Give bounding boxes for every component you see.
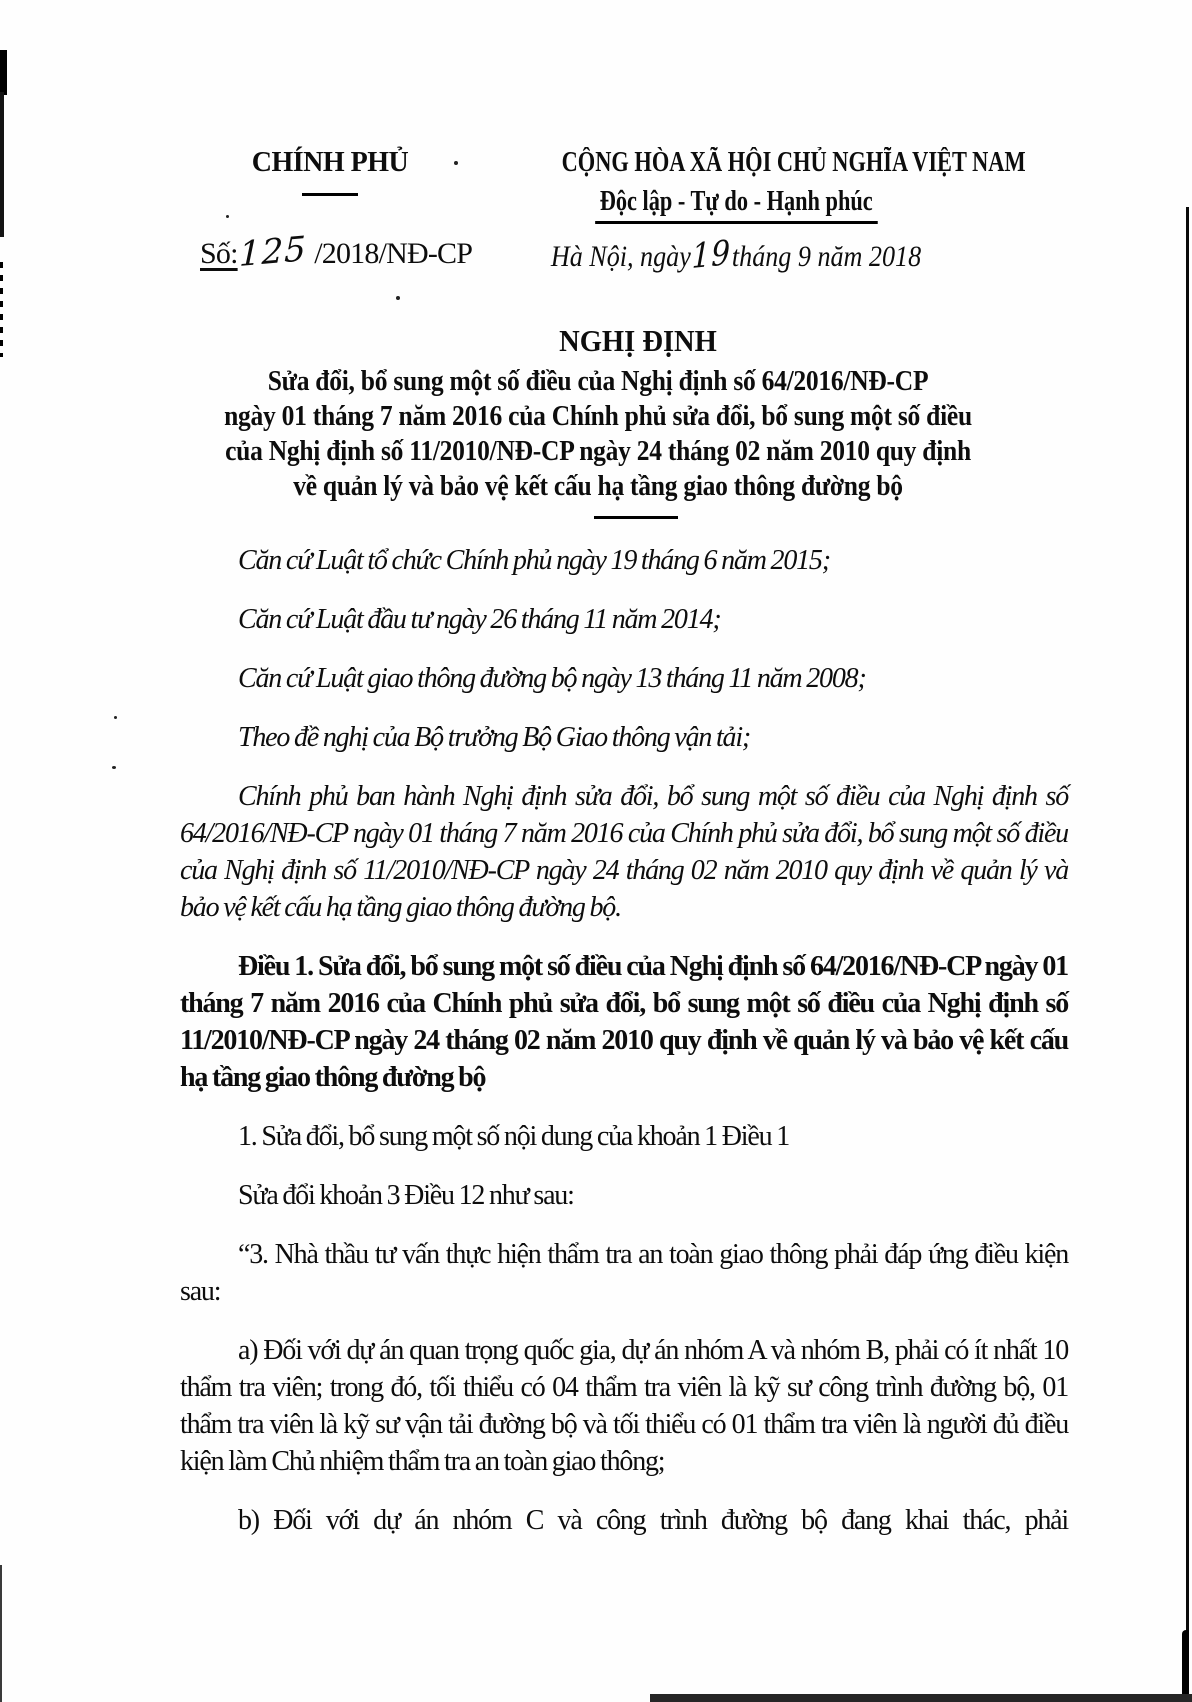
place-date-post: tháng 9 năm 2018: [731, 240, 922, 273]
scan-artifact-bottom-strip: [650, 1694, 1192, 1702]
place-and-date: [546, 232, 925, 278]
clause-paragraph: “3. Nhà thầu tư vấn thực hiện thẩm tra an toàn giao thông phải đáp ứng điều kiện sau:: [180, 1239, 1068, 1307]
national-motto: Độc lập - Tự do - Hạnh phúc: [595, 185, 877, 224]
title-line: ngày 01 tháng 7 năm 2016 của Chính phủ sửa đổi, bổ sung một số điều: [224, 400, 972, 432]
preamble-paragraph: Chính phủ ban hành Nghị định sửa đổi, bổ sung một số điều của Nghị định số 64/2016/NĐ-CP ngày 01 tháng 7 năm 2016 của Chính phủ sửa đổi, bổ sung một số điều của Nghị định số 11/2010/NĐ-CP ngày 24 tháng 02 năm 2010 quy định về quản lý và bảo vệ kết cấu hạ tầng giao thông đường bộ.: [180, 781, 1068, 923]
document-body: [180, 542, 1068, 1561]
document-number-label: Số:: [200, 237, 238, 270]
scan-artifact-right-line: [1182, 1630, 1189, 1702]
scan-speck: [114, 716, 117, 719]
scan-artifact-left-dashes: [0, 262, 3, 357]
header-issuer-block: [200, 146, 473, 276]
title-line: Sửa đổi, bổ sung một số điều của Nghị định số 64/2016/NĐ-CP: [267, 365, 929, 397]
clause-paragraph: Sửa đổi khoản 3 Điều 12 như sau:: [238, 1180, 574, 1211]
header-national-block: [518, 146, 1026, 278]
document-type: NGHỊ ĐỊNH: [559, 323, 717, 358]
preamble-paragraph: Căn cứ Luật đầu tư ngày 26 tháng 11 năm 2014;: [238, 604, 721, 635]
title-rule: [594, 516, 678, 519]
scan-artifact-left-bar: [0, 92, 4, 237]
preamble-paragraph: Căn cứ Luật giao thông đường bộ ngày 13 tháng 11 năm 2008;: [238, 663, 866, 694]
clause-paragraph: 1. Sửa đổi, bổ sung một số nội dung của khoản 1 Điều 1: [238, 1121, 789, 1152]
issuer-name: CHÍNH PHỦ: [251, 147, 409, 178]
document-number-rest: /2018/NĐ-CP: [314, 237, 473, 270]
issuer-rule: [302, 193, 358, 196]
scan-artifact-left-line: [0, 1565, 2, 1702]
article-heading: Điều 1. Sửa đổi, bổ sung một số điều của Nghị định số 64/2016/NĐ-CP ngày 01 tháng 7 năm 2016 của Chính phủ sửa đổi, bổ sung một số điều của Nghị định số 11/2010/NĐ-CP ngày 24 tháng 02 năm 2010 quy định về quản lý và bảo vệ kết cấu hạ tầng giao thông đường bộ: [180, 951, 1068, 1093]
scan-artifact-right-line: [1186, 207, 1189, 1702]
preamble-paragraph: Căn cứ Luật tổ chức Chính phủ ngày 19 tháng 6 năm 2015;: [238, 545, 830, 576]
title-line: về quản lý và bảo vệ kết cấu hạ tầng giao thông đường bộ: [293, 470, 903, 502]
place-date-pre: Hà Nội, ngày: [550, 240, 691, 273]
clause-paragraph: a) Đối với dự án quan trọng quốc gia, dự án nhóm A và nhóm B, phải có ít nhất 10 thẩm tra viên; trong đó, tối thiểu có 04 thẩm tra viên là kỹ sư công trình đường bộ, 01 thẩm tra viên là kỹ sư vận tải đường bộ và tối thiểu có 01 thẩm tra viên là người đủ điều kiện làm Chủ nhiệm thẩm tra an toàn giao thông;: [180, 1335, 1068, 1477]
scan-artifact-left-bar: [0, 50, 7, 95]
date-handwritten: 19: [691, 232, 732, 278]
document-number-handwritten: 125: [238, 228, 307, 276]
document-title: [184, 364, 1011, 504]
national-title: CỘNG HÒA XÃ HỘI CHỦ NGHĨA VIỆT NAM: [561, 147, 1026, 178]
title-block: [128, 322, 1068, 519]
title-line: của Nghị định số 11/2010/NĐ-CP ngày 24 tháng 02 năm 2010 quy định: [225, 435, 971, 467]
scan-speck: [396, 296, 400, 300]
preamble-paragraph: Theo đề nghị của Bộ trưởng Bộ Giao thông vận tải;: [238, 722, 751, 753]
clause-paragraph: b) Đối với dự án nhóm C và công trình đường bộ đang khai thác, phải: [238, 1505, 1068, 1536]
document-number: [200, 228, 473, 276]
scan-speck: [112, 766, 116, 769]
